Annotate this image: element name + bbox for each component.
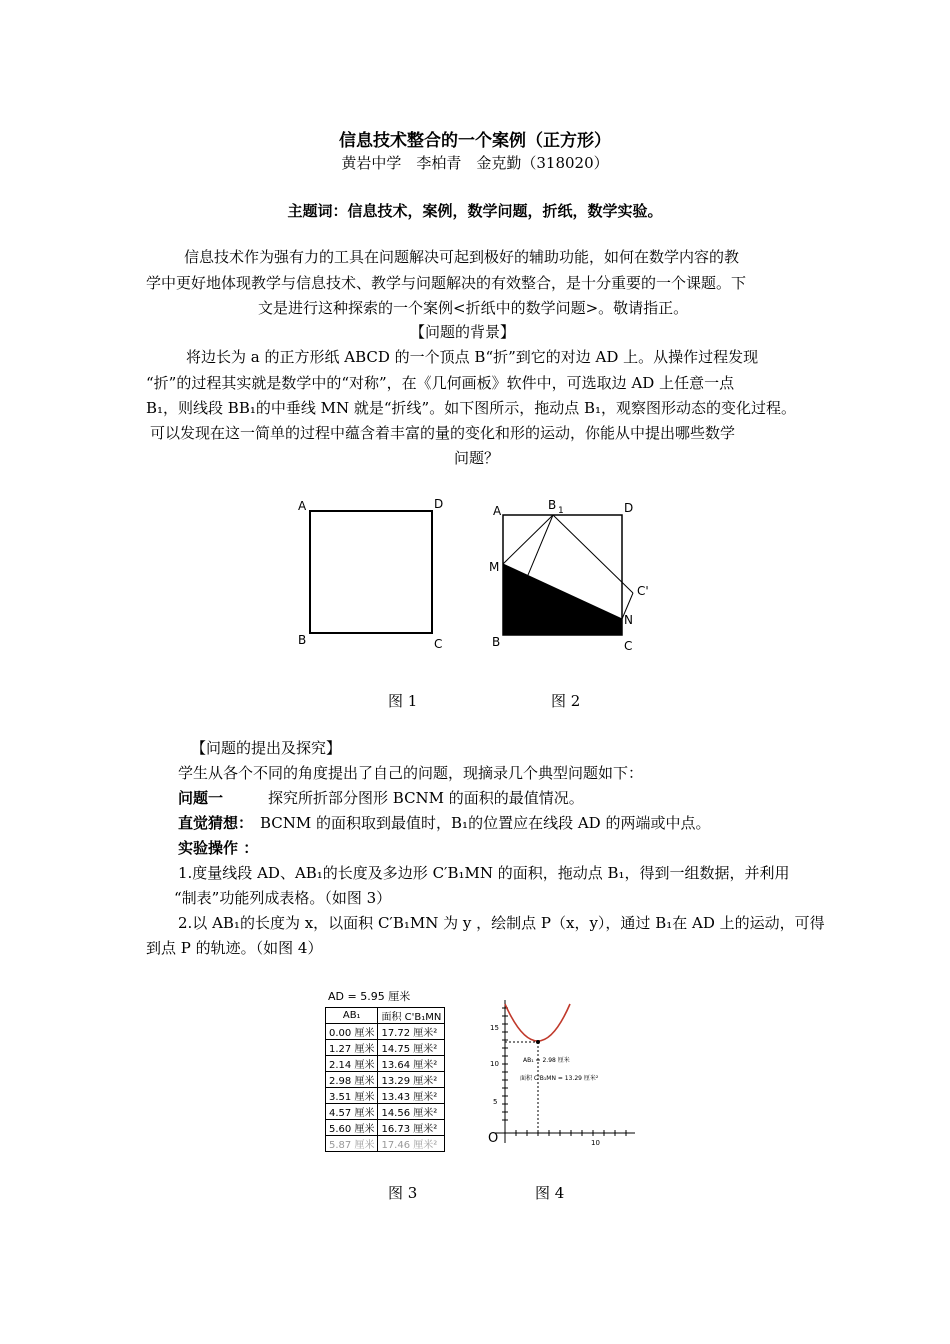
label-a: A	[493, 504, 502, 518]
step-2-line-2: 到点 P 的轨迹。（如图 4）	[146, 939, 323, 957]
background-line-3: B₁，则线段 BB₁的中垂线 MN 就是“折线”。如下图所示，拖动点 B₁，观察图形动态的变化过程。	[146, 399, 797, 417]
cell-area: 13.29 厘米²	[378, 1072, 445, 1088]
table-header-row	[326, 1008, 445, 1024]
label-c: C	[434, 637, 443, 651]
author-line: 黄岩中学 李柏青 金克勤（318020）	[341, 154, 609, 172]
x-tick-10: 10	[591, 1139, 600, 1147]
cell-area: 13.64 厘米²	[378, 1056, 445, 1072]
label-n: N	[624, 613, 633, 627]
background-line-5: 问题？	[454, 449, 500, 467]
background-line-4: 可以发现在这一简单的过程中蕴含着丰富的量的变化和形的运动，你能从中提出哪些数学	[150, 424, 736, 442]
students-paragraph: 学生从各个不同的角度提出了自己的问题，现摘录几个典型问题如下：	[178, 764, 644, 782]
figure-2-fold	[485, 495, 660, 660]
cell-ab1: 4.57 厘米	[326, 1104, 378, 1120]
cell-ab1: 1.27 厘米	[326, 1040, 378, 1056]
label-b1-subscript: 1	[558, 506, 564, 516]
table-row	[326, 1136, 445, 1152]
experiment-label: 实验操作 ：	[178, 839, 259, 857]
column-header-ab1: AB₁	[326, 1008, 378, 1024]
step-1-line-2: “制表”功能列成表格。（如图 3）	[174, 889, 392, 907]
background-line-1: 将边长为 a 的正方形纸 ABCD 的一个顶点 B“折”到它的对边 AD 上。从操作过程发现	[186, 348, 759, 366]
cell-area: 14.75 厘米²	[378, 1040, 445, 1056]
problem-1-text: 探究所折部分图形 BCNM 的面积的最值情况。	[268, 789, 584, 807]
guess-text: BCNM 的面积取到最值时，B₁的位置应在线段 AD 的两端或中点。	[260, 814, 711, 832]
table-row	[326, 1088, 445, 1104]
table-row	[326, 1072, 445, 1088]
figure-1-caption: 图 1	[388, 692, 418, 710]
document-title: 信息技术整合的一个案例（正方形）	[339, 131, 611, 151]
cell-ab1: 2.14 厘米	[326, 1056, 378, 1072]
label-m: M	[489, 560, 500, 574]
label-d: D	[434, 497, 444, 511]
cell-area: 13.43 厘米²	[378, 1088, 445, 1104]
cell-area: 17.46 厘米²	[378, 1136, 445, 1152]
problem-1-label: 问题一	[178, 789, 224, 807]
keywords: 主题词：信息技术，案例，数学问题，折纸，数学实验。	[287, 202, 663, 220]
figure-4-graph	[480, 1000, 640, 1150]
figure-4-caption: 图 4	[535, 1184, 565, 1202]
table-row	[326, 1056, 445, 1072]
measurement-table	[325, 1007, 445, 1152]
label-a: A	[298, 499, 307, 513]
step-2-line-1: 2.以 AB₁的长度为 x，以面积 C′B₁MN 为 y ，绘制点 P（x，y），通过 B₁在 AD 上的运动，可得	[178, 914, 825, 932]
figure-3-caption: 图 3	[388, 1184, 418, 1202]
table-row	[326, 1040, 445, 1056]
locus-curve	[505, 1004, 570, 1041]
label-c: C	[624, 639, 633, 653]
label-b: B	[298, 633, 307, 647]
figure-1-square	[290, 490, 450, 660]
graph-label-area: 面积 C'B₁MN = 13.29 厘米²	[520, 1075, 599, 1082]
cell-area: 14.56 厘米²	[378, 1104, 445, 1120]
section-heading-exploration: 【问题的提出及探究】	[191, 739, 342, 757]
y-tick-10: 10	[490, 1060, 499, 1068]
y-tick-5: 5	[493, 1098, 498, 1106]
section-heading-background: 【问题的背景】	[410, 323, 516, 341]
background-line-2: “折”的过程其实就是数学中的“对称”，在《几何画板》软件中，可选取边 AD 上任意一点	[146, 374, 735, 392]
step-1-line-1: 1.度量线段 AD、AB₁的长度及多边形 C′B₁MN 的面积，拖动点 B₁，得到一组数据，并利用	[178, 864, 790, 882]
folded-region-bcnm	[503, 564, 622, 635]
table-row	[326, 1120, 445, 1136]
cell-ab1: 2.98 厘米	[326, 1072, 378, 1088]
cell-ab1: 5.60 厘米	[326, 1120, 378, 1136]
label-c-prime: C'	[637, 584, 649, 598]
cell-ab1: 3.51 厘米	[326, 1088, 378, 1104]
column-header-area: 面积 C'B₁MN	[378, 1008, 445, 1024]
intro-line-3: 文是进行这种探索的一个案例<折纸中的数学问题>。敬请指正。	[258, 299, 689, 317]
figure-3-table-block	[325, 988, 445, 1152]
cell-ab1: 0.00 厘米	[326, 1024, 378, 1040]
table-row	[326, 1024, 445, 1040]
origin-label: O	[488, 1131, 499, 1146]
guess-label: 直觉猜想：	[178, 814, 254, 832]
cell-area: 17.72 厘米²	[378, 1024, 445, 1040]
label-d: D	[624, 501, 634, 515]
cell-ab1: 5.87 厘米	[326, 1136, 378, 1152]
label-b: B	[492, 635, 501, 649]
point-p	[536, 1040, 540, 1044]
segment-b1-c-prime	[553, 515, 633, 593]
intro-line-2: 学中更好地体现教学与信息技术、教学与问题解决的有效整合，是十分重要的一个课题。下	[146, 274, 747, 292]
ad-measurement: AD = 5.95 厘米	[328, 990, 411, 1003]
label-b1: B	[548, 498, 557, 512]
y-tick-15: 15	[490, 1024, 499, 1032]
square-abcd	[310, 511, 432, 633]
cell-area: 16.73 厘米²	[378, 1120, 445, 1136]
intro-line-1: 信息技术作为强有力的工具在问题解决可起到极好的辅助功能，如何在数学内容的教	[184, 248, 740, 266]
figure-2-caption: 图 2	[551, 692, 581, 710]
graph-label-ab1: AB₁ = 2.98 厘米	[523, 1057, 570, 1064]
table-row	[326, 1104, 445, 1120]
segment-b1-m	[503, 515, 553, 564]
